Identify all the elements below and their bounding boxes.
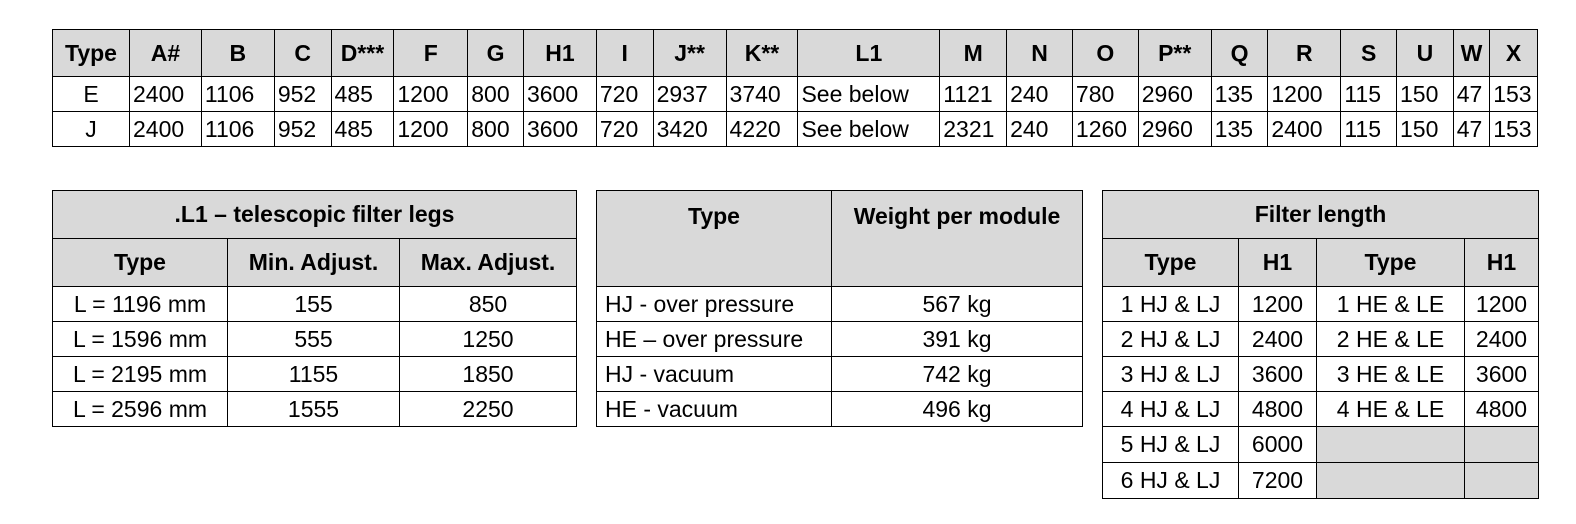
table-cell: 391 kg xyxy=(832,322,1083,357)
table-cell: 4 HJ & LJ xyxy=(1103,392,1239,427)
table-cell: 1260 xyxy=(1072,112,1138,147)
table-row xyxy=(1103,287,1539,322)
col-header: Type xyxy=(1317,239,1465,287)
table-cell: 2321 xyxy=(940,112,1007,147)
table-row xyxy=(53,112,1538,147)
col-header: U xyxy=(1397,30,1454,77)
empty-cell xyxy=(1465,427,1539,463)
table-cell: 3600 xyxy=(1465,357,1539,392)
col-header: L1 xyxy=(798,30,940,77)
table-cell: 2400 xyxy=(1268,112,1341,147)
table-row xyxy=(1103,392,1539,427)
col-header: O xyxy=(1072,30,1138,77)
table-cell: 2937 xyxy=(653,77,726,112)
table-cell: 115 xyxy=(1341,112,1397,147)
table-cell: 3600 xyxy=(523,112,596,147)
col-header: Type xyxy=(597,191,832,287)
table-cell: 1155 xyxy=(228,357,400,392)
table-cell: 850 xyxy=(400,287,577,322)
table-cell: 2960 xyxy=(1138,112,1211,147)
table-row xyxy=(1103,427,1539,463)
col-header: Type xyxy=(1103,239,1239,287)
table-cell: 800 xyxy=(468,112,524,147)
col-header: H1 xyxy=(523,30,596,77)
table-cell: 150 xyxy=(1397,112,1454,147)
table-cell: 1 HJ & LJ xyxy=(1103,287,1239,322)
legs-title-row xyxy=(53,191,577,239)
col-header: P** xyxy=(1138,30,1211,77)
table-cell: 6000 xyxy=(1239,427,1317,463)
dimensions-table xyxy=(52,29,1538,147)
table-cell: L = 1596 mm xyxy=(53,322,228,357)
col-header: Weight per module xyxy=(832,191,1083,287)
table-cell: HJ - over pressure xyxy=(597,287,832,322)
table-cell: 240 xyxy=(1007,112,1073,147)
table-cell: 1200 xyxy=(394,77,468,112)
col-header: M xyxy=(940,30,1007,77)
module-weight-table xyxy=(596,190,1083,427)
weights-header-row xyxy=(597,191,1083,287)
col-header: W xyxy=(1453,30,1489,77)
col-header: H1 xyxy=(1465,239,1539,287)
dimensions-header-row xyxy=(53,30,1538,77)
table-cell: HE – over pressure xyxy=(597,322,832,357)
table-cell: 720 xyxy=(596,77,653,112)
empty-cell xyxy=(1465,463,1539,499)
col-header: I xyxy=(596,30,653,77)
table-cell: 1200 xyxy=(1465,287,1539,322)
table-cell: 155 xyxy=(228,287,400,322)
table-cell: 3600 xyxy=(1239,357,1317,392)
table-cell: 3 HJ & LJ xyxy=(1103,357,1239,392)
filter-title: Filter length xyxy=(1103,191,1539,239)
col-header: X xyxy=(1490,30,1538,77)
table-row xyxy=(53,392,577,427)
table-cell: 240 xyxy=(1007,77,1073,112)
table-cell: L = 1196 mm xyxy=(53,287,228,322)
table-row xyxy=(1103,322,1539,357)
table-cell: 1555 xyxy=(228,392,400,427)
col-header: K** xyxy=(726,30,798,77)
filter-header-row xyxy=(1103,239,1539,287)
col-header: C xyxy=(274,30,331,77)
empty-cell xyxy=(1317,463,1465,499)
table-cell: 115 xyxy=(1341,77,1397,112)
table-row xyxy=(1103,357,1539,392)
table-cell: HJ - vacuum xyxy=(597,357,832,392)
table-cell: 2250 xyxy=(400,392,577,427)
col-header: F xyxy=(394,30,468,77)
table-cell: 135 xyxy=(1211,112,1268,147)
table-cell: 47 xyxy=(1453,77,1489,112)
table-cell: L = 2195 mm xyxy=(53,357,228,392)
table-row xyxy=(53,357,577,392)
col-header: A# xyxy=(129,30,201,77)
col-header: B xyxy=(201,30,274,77)
table-cell: 1106 xyxy=(201,112,274,147)
table-cell: 1200 xyxy=(1268,77,1341,112)
table-cell: 3600 xyxy=(523,77,596,112)
table-cell: See below xyxy=(798,112,940,147)
table-cell: 780 xyxy=(1072,77,1138,112)
table-cell: 5 HJ & LJ xyxy=(1103,427,1239,463)
table-cell: 485 xyxy=(331,77,394,112)
table-cell: 4 HE & LE xyxy=(1317,392,1465,427)
table-cell: 153 xyxy=(1490,112,1538,147)
table-cell: 1250 xyxy=(400,322,577,357)
table-cell: 135 xyxy=(1211,77,1268,112)
table-cell: 1850 xyxy=(400,357,577,392)
table-cell: 496 kg xyxy=(832,392,1083,427)
col-header: J** xyxy=(653,30,726,77)
table-row xyxy=(597,287,1083,322)
table-row xyxy=(53,77,1538,112)
table-cell: 4800 xyxy=(1239,392,1317,427)
table-cell: 2400 xyxy=(1239,322,1317,357)
table-cell: 2 HE & LE xyxy=(1317,322,1465,357)
table-cell: 485 xyxy=(331,112,394,147)
table-cell: 2400 xyxy=(129,112,201,147)
table-cell: See below xyxy=(798,77,940,112)
col-header: S xyxy=(1341,30,1397,77)
table-cell: 153 xyxy=(1490,77,1538,112)
table-cell: 1 HE & LE xyxy=(1317,287,1465,322)
filter-length-table xyxy=(1102,190,1539,499)
table-cell: E xyxy=(53,77,130,112)
table-cell: 7200 xyxy=(1239,463,1317,499)
legs-title: .L1 – telescopic filter legs xyxy=(53,191,577,239)
legs-header-row xyxy=(53,239,577,287)
table-cell: 3 HE & LE xyxy=(1317,357,1465,392)
table-cell: 150 xyxy=(1397,77,1454,112)
table-cell: 3420 xyxy=(653,112,726,147)
table-row xyxy=(1103,463,1539,499)
col-header: Max. Adjust. xyxy=(400,239,577,287)
table-row xyxy=(597,392,1083,427)
table-row xyxy=(597,322,1083,357)
table-cell: 742 kg xyxy=(832,357,1083,392)
table-cell: 1106 xyxy=(201,77,274,112)
table-cell: 720 xyxy=(596,112,653,147)
table-cell: 1121 xyxy=(940,77,1007,112)
table-cell: 555 xyxy=(228,322,400,357)
table-cell: 1200 xyxy=(1239,287,1317,322)
table-cell: 952 xyxy=(274,77,331,112)
table-cell: 2400 xyxy=(1465,322,1539,357)
table-cell: 3740 xyxy=(726,77,798,112)
table-row xyxy=(53,322,577,357)
table-cell: 2 HJ & LJ xyxy=(1103,322,1239,357)
col-header: D*** xyxy=(331,30,394,77)
empty-cell xyxy=(1317,427,1465,463)
filter-title-row xyxy=(1103,191,1539,239)
col-header: R xyxy=(1268,30,1341,77)
col-header: G xyxy=(468,30,524,77)
table-row xyxy=(53,287,577,322)
col-header: Type xyxy=(53,30,130,77)
table-cell: 4220 xyxy=(726,112,798,147)
table-cell: 2960 xyxy=(1138,77,1211,112)
table-cell: 800 xyxy=(468,77,524,112)
table-cell: J xyxy=(53,112,130,147)
table-cell: HE - vacuum xyxy=(597,392,832,427)
table-row xyxy=(597,357,1083,392)
table-cell: L = 2596 mm xyxy=(53,392,228,427)
table-cell: 952 xyxy=(274,112,331,147)
col-header: N xyxy=(1007,30,1073,77)
col-header: Min. Adjust. xyxy=(228,239,400,287)
table-cell: 47 xyxy=(1453,112,1489,147)
col-header: H1 xyxy=(1239,239,1317,287)
table-cell: 4800 xyxy=(1465,392,1539,427)
table-cell: 6 HJ & LJ xyxy=(1103,463,1239,499)
table-cell: 1200 xyxy=(394,112,468,147)
table-cell: 2400 xyxy=(129,77,201,112)
telescopic-legs-table xyxy=(52,190,577,427)
table-cell: 567 kg xyxy=(832,287,1083,322)
col-header: Type xyxy=(53,239,228,287)
col-header: Q xyxy=(1211,30,1268,77)
